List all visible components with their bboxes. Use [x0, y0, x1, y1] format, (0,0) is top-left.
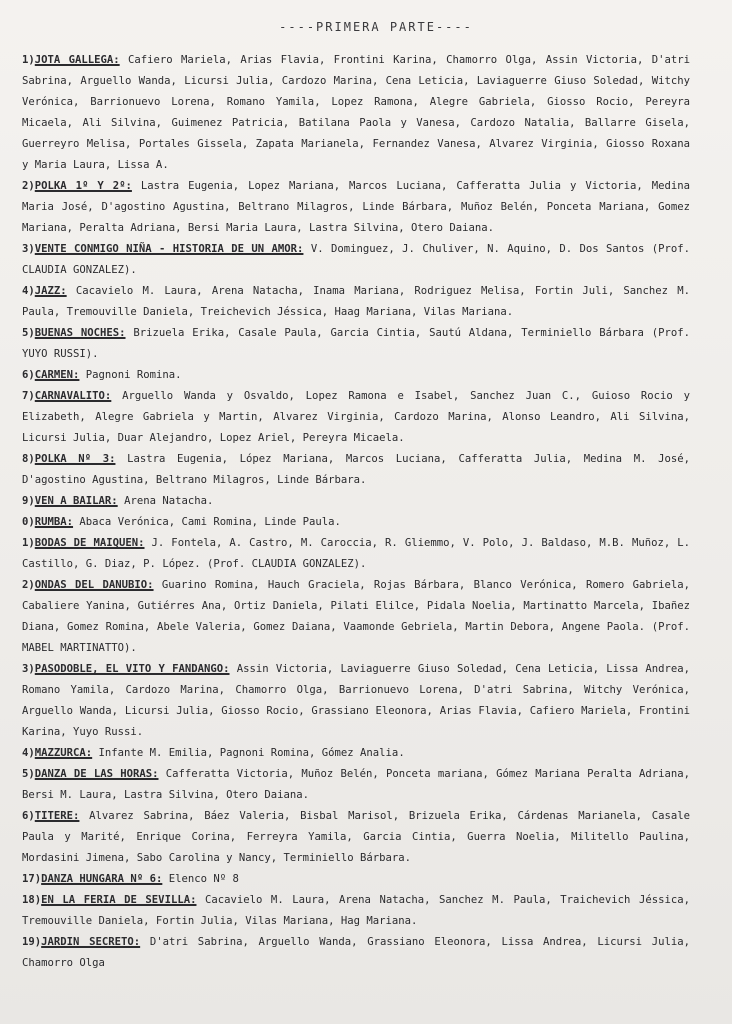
- entry-performers: Infante M. Emilia, Pagnoni Romina, Gómez Analia.: [92, 747, 405, 759]
- program-entry: [22, 743, 690, 764]
- entry-title: VENTE CONMIGO NIÑA - HISTORIA DE UN AMOR:: [34, 243, 304, 255]
- program-entry: [22, 932, 690, 974]
- entry-performers: Arguello Wanda y Osvaldo, Lopez Ramona e Isabel, Sanchez Juan C., Guioso Rocio y Elizabeth, Alegre Gabriela y Martin, Alvarez Virginia, Cardozo Marina, Alonso Leandro, Ali Silvina, Licursi Julia, Duar Alejandro, Lopez Ariel, Pereyra Micaela.: [22, 390, 690, 444]
- entry-performers: Guarino Romina, Hauch Graciela, Rojas Bárbara, Blanco Verónica, Romero Gabriela, Cabaliere Yanina, Gutiérres Ana, Ortiz Daniela, Pilati Elilce, Pidala Noelia, Martinatto Marcela, Ibañez Diana, Gomez Romina, Abele Valeria, Gomez Daiana, Vaamonde Gebriela, Martin Debora, Angene Paola. (Prof. MABEL MARTINATTO).: [22, 579, 690, 654]
- entry-number: 6): [22, 810, 35, 822]
- entry-performers: Pagnoni Romina.: [79, 369, 182, 381]
- entry-title: VEN A BAILAR:: [34, 495, 118, 507]
- entry-title: TITERE:: [34, 810, 80, 822]
- entry-number: 8): [22, 453, 35, 465]
- program-entry: [22, 449, 690, 491]
- program-entry: [22, 50, 690, 176]
- entry-number: 5): [22, 327, 35, 339]
- entry-number: 6): [22, 369, 35, 381]
- entry-number: 7): [22, 390, 35, 402]
- program-entry: [22, 323, 690, 365]
- program-list: [22, 50, 690, 974]
- entry-title: ONDAS DEL DANUBIO:: [34, 579, 154, 591]
- entry-number: 3): [22, 243, 35, 255]
- program-entry: [22, 491, 690, 512]
- entry-title: POLKA Nº 3:: [34, 453, 116, 465]
- entry-title: JAZZ:: [34, 285, 67, 297]
- entry-number: 18): [22, 894, 42, 906]
- program-entry: [22, 659, 690, 743]
- program-entry: [22, 533, 690, 575]
- entry-performers: Abaca Verónica, Cami Romina, Linde Paula.: [73, 516, 341, 528]
- entry-title: BODAS DE MAIQUEN:: [34, 537, 145, 549]
- entry-performers: Assin Victoria, Laviaguerre Giuso Soledad, Cena Leticia, Lissa Andrea, Romano Yamila, Cardozo Marina, Chamorro Olga, Barrionuevo Lorena, D'atri Sabrina, Witchy Verónica, Arguello Wanda, Licursi Julia, Giosso Rocio, Grassiano Eleonora, Arias Flavia, Cafiero Mariela, Frontini Karina, Yuyo Russi.: [22, 663, 690, 738]
- entry-performers: Cafiero Mariela, Arias Flavia, Frontini Karina, Chamorro Olga, Assin Victoria, D'atri Sabrina, Arguello Wanda, Licursi Julia, Cardozo Marina, Cena Leticia, Laviaguerre Giuso Soledad, Witchy Verónica, Barrionuevo Lorena, Romano Yamila, Lopez Ramona, Alegre Gabriela, Giosso Rocio, Pereyra Micaela, Ali Silvina, Guimenez Patricia, Batilana Paola y Vanesa, Cardozo Natalia, Ballarre Gisela, Guerreyro Melisa, Portales Gissela, Zapata Marianela, Fernandez Vanesa, Alvarez Virginia, Giosso Roxana y Maria Laura, Lissa A.: [22, 54, 690, 171]
- entry-number: 5): [22, 768, 35, 780]
- program-entry: [22, 764, 690, 806]
- page-header: ----PRIMERA PARTE----: [279, 20, 473, 34]
- program-entry: [22, 575, 690, 659]
- entry-performers: Alvarez Sabrina, Báez Valeria, Bisbal Marisol, Brizuela Erika, Cárdenas Marianela, Casale Paula y Marité, Enrique Corina, Ferreyra Yamila, Garcia Cintia, Guerra Noelia, Militello Paulina, Mordasini Jimena, Sabo Carolina y Nancy, Terminiello Bárbara.: [22, 810, 690, 864]
- program-entry: [22, 512, 690, 533]
- program-entry: [22, 176, 690, 239]
- entry-number: 0): [22, 516, 35, 528]
- program-entry: [22, 386, 690, 449]
- entry-number: 3): [22, 663, 35, 675]
- entry-number: 9): [22, 495, 35, 507]
- entry-title: MAZZURCA:: [34, 747, 93, 759]
- entry-number: 1): [22, 537, 35, 549]
- entry-title: JOTA GALLEGA:: [34, 54, 120, 66]
- program-entry: [22, 365, 690, 386]
- entry-title: CARNAVALITO:: [34, 390, 112, 402]
- entry-title: DANZA DE LAS HORAS:: [34, 768, 159, 780]
- entry-number: 4): [22, 747, 35, 759]
- entry-title: EN LA FERIA DE SEVILLA:: [41, 894, 197, 906]
- entry-performers: D'atri Sabrina, Arguello Wanda, Grassiano Eleonora, Lissa Andrea, Licursi Julia, Chamorro Olga: [22, 936, 690, 969]
- entry-number: 19): [22, 936, 42, 948]
- entry-title: RUMBA:: [34, 516, 74, 528]
- entry-number: 17): [22, 873, 42, 885]
- entry-performers: J. Fontela, A. Castro, M. Caroccia, R. Gliemmo, V. Polo, J. Baldaso, M.B. Muñoz, L. Castillo, G. Diaz, P. López. (Prof. CLAUDIA GONZALEZ).: [22, 537, 690, 570]
- entry-performers: V. Dominguez, J. Chuliver, N. Aquino, D. Dos Santos (Prof. CLAUDIA GONZALEZ).: [22, 243, 690, 276]
- entry-title: POLKA 1º Y 2º:: [34, 180, 132, 192]
- entry-number: 4): [22, 285, 35, 297]
- program-entry: [22, 806, 690, 869]
- program-entry: [22, 239, 690, 281]
- program-entry: [22, 281, 690, 323]
- entry-title: DANZA HUNGARA Nº 6:: [41, 873, 163, 885]
- entry-title: BUENAS NOCHES:: [34, 327, 126, 339]
- entry-performers: Cafferatta Victoria, Muñoz Belén, Ponceta mariana, Gómez Mariana Peralta Adriana, Bersi M. Laura, Lastra Silvina, Otero Daiana.: [22, 768, 690, 801]
- entry-performers: Lastra Eugenia, López Mariana, Marcos Luciana, Cafferatta Julia, Medina M. José, D'agostino Agustina, Beltrano Milagros, Linde Bárbara.: [22, 453, 690, 486]
- program-entry: [22, 890, 690, 932]
- entry-performers: Lastra Eugenia, Lopez Mariana, Marcos Luciana, Cafferatta Julia y Victoria, Medina Maria José, D'agostino Agustina, Beltrano Milagros, Linde Bárbara, Muñoz Belén, Ponceta Mariana, Gomez Mariana, Peralta Adriana, Bersi Maria Laura, Lastra Silvina, Otero Daiana.: [22, 180, 691, 234]
- entry-performers: Cacavielo M. Laura, Arena Natacha, Inama Mariana, Rodriguez Melisa, Fortin Juli, Sanchez M. Paula, Tremouville Daniela, Treichevich Jéssica, Haag Mariana, Vilas Mariana.: [22, 285, 690, 318]
- entry-performers: Elenco Nº 8: [162, 873, 239, 885]
- entry-number: 2): [22, 180, 35, 192]
- entry-number: 2): [22, 579, 35, 591]
- entry-number: 1): [22, 54, 35, 66]
- entry-title: PASODOBLE, EL VITO Y FANDANGO:: [34, 663, 230, 675]
- entry-title: JARDIN SECRETO:: [41, 936, 141, 948]
- entry-performers: Arena Natacha.: [117, 495, 214, 507]
- entry-title: CARMEN:: [34, 369, 80, 381]
- entry-performers: Cacavielo M. Laura, Arena Natacha, Sanchez M. Paula, Traichevich Jéssica, Tremouville Daniela, Fortin Julia, Vilas Mariana, Hag Mariana.: [22, 894, 690, 927]
- program-entry: [22, 869, 690, 890]
- entry-performers: Brizuela Erika, Casale Paula, Garcia Cintia, Sautú Aldana, Terminiello Bárbara (Prof. YUYO RUSSI).: [22, 327, 690, 360]
